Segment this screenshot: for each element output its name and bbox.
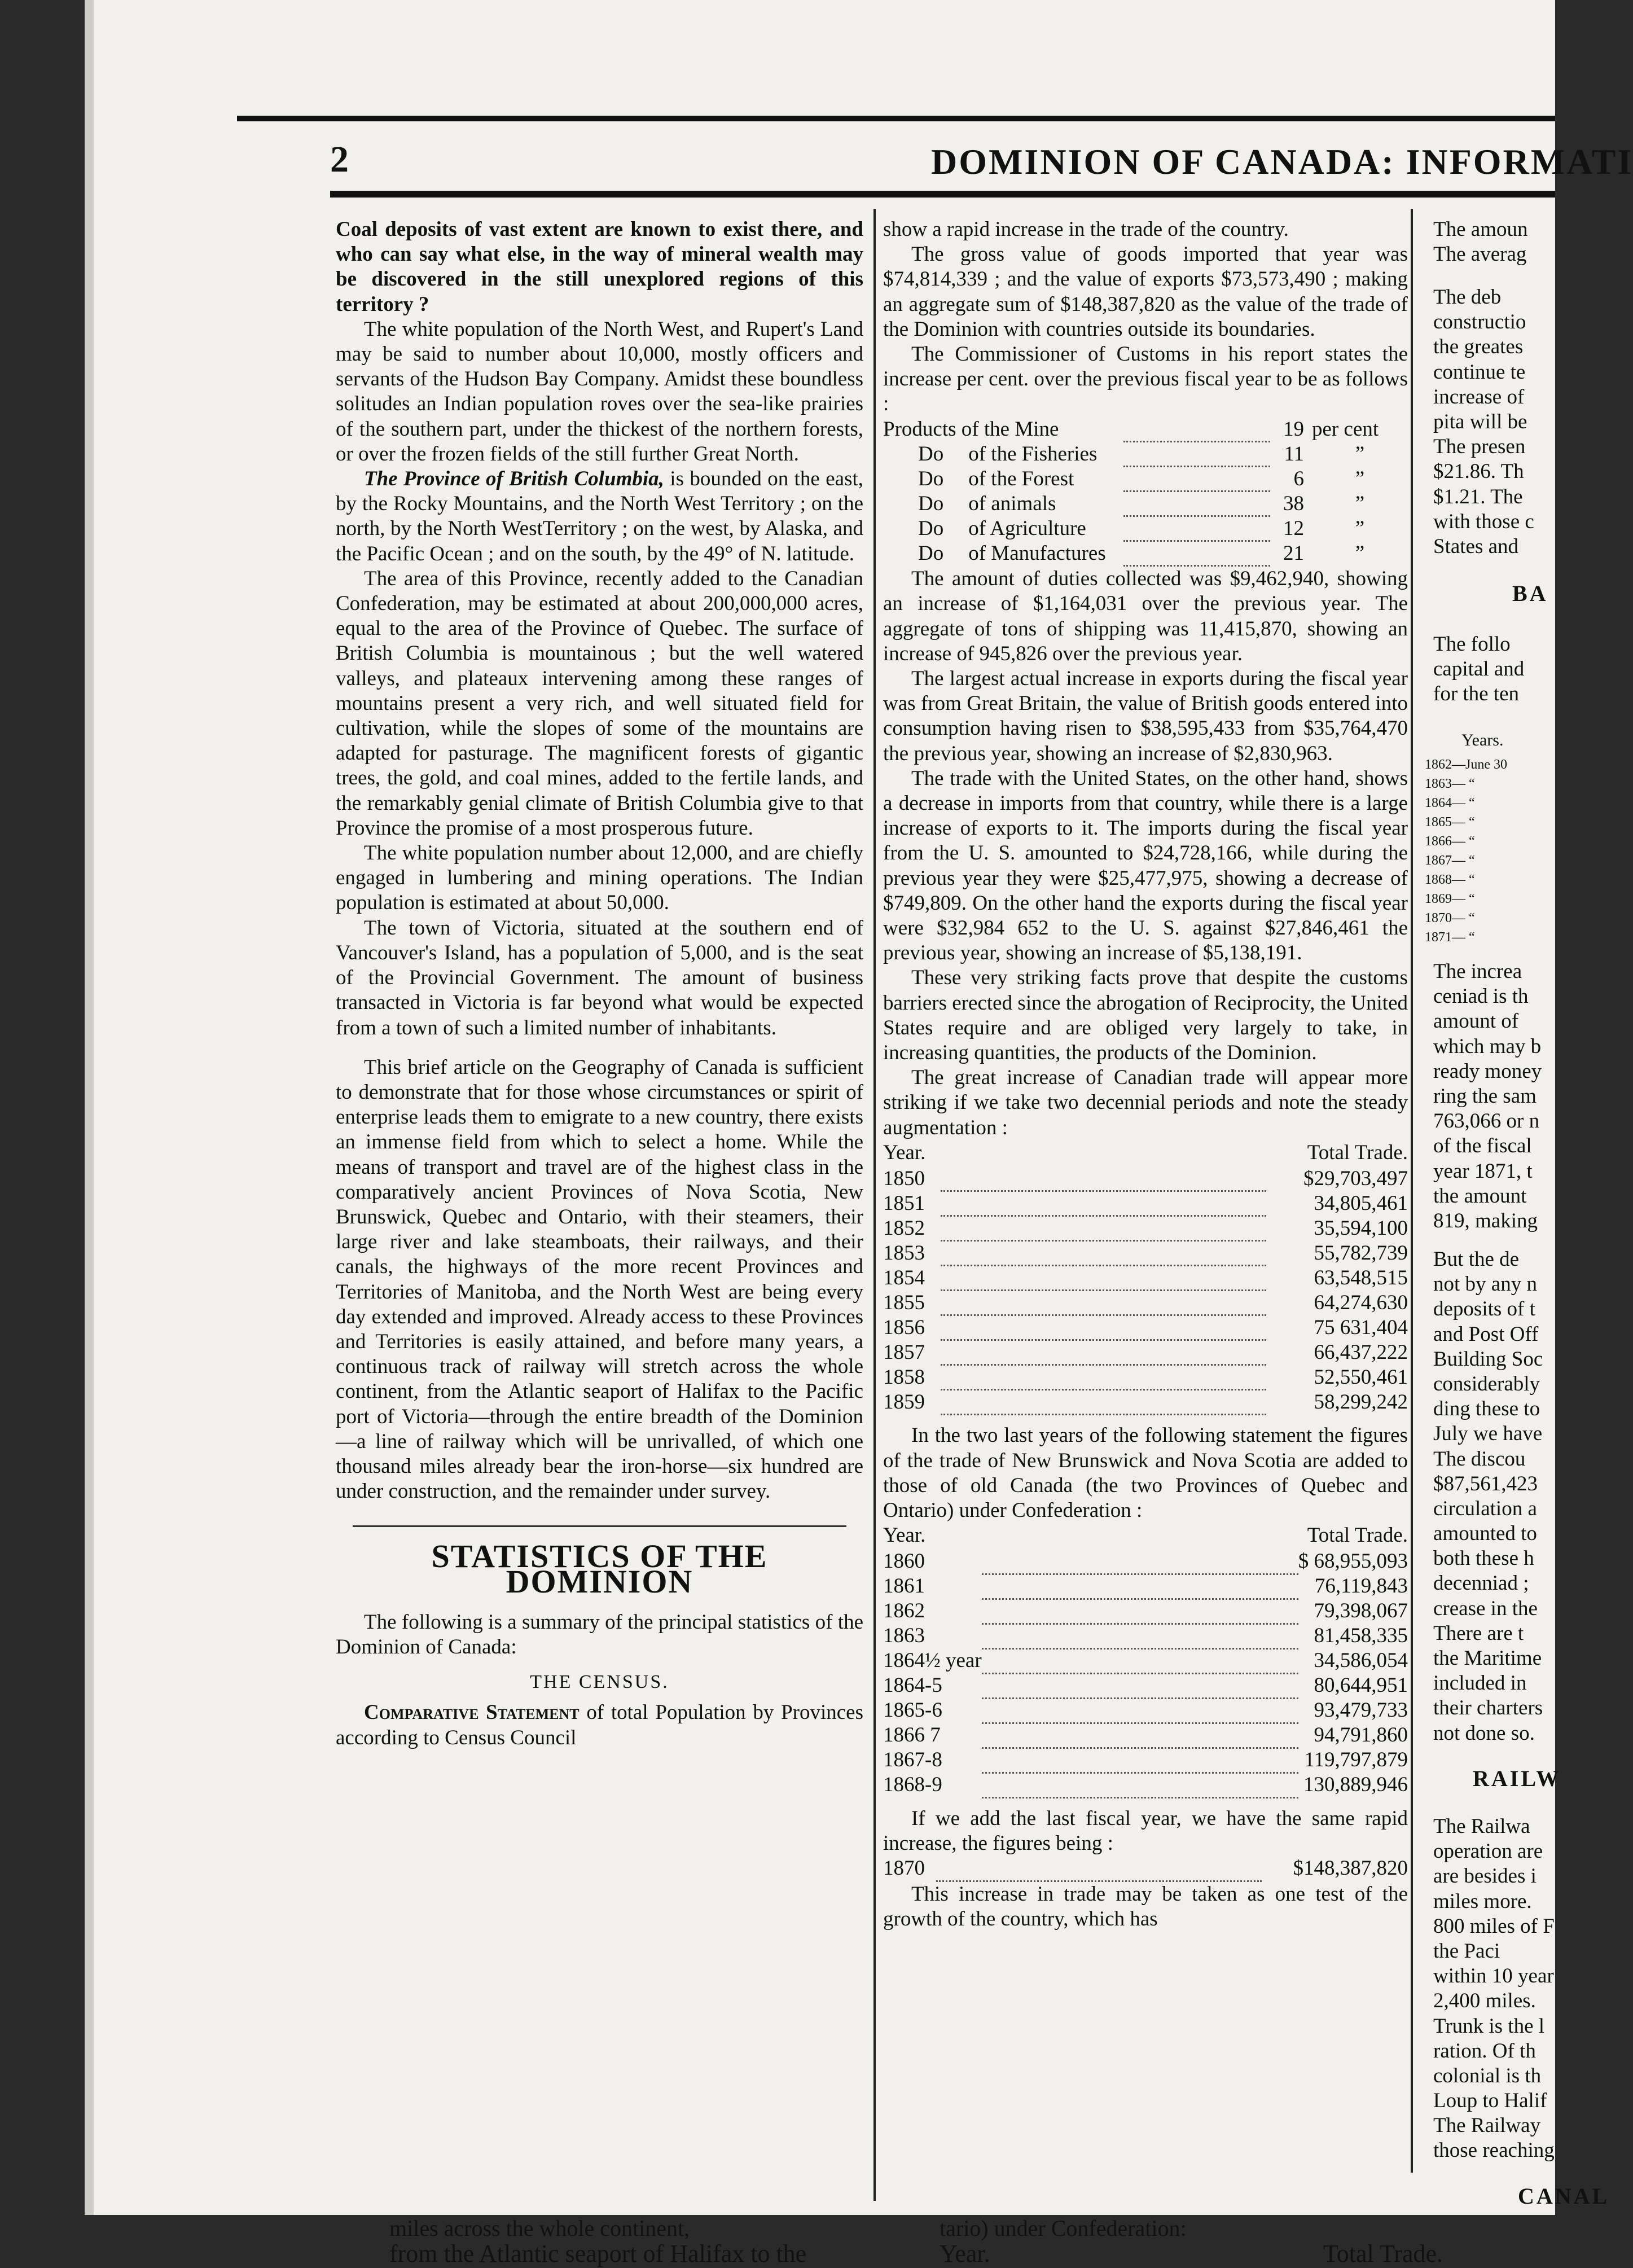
article-paragraph: The great increase of Canadian trade will appear more striking if we take two decennial periods and note the steady augmentation : xyxy=(883,1066,1408,1139)
year-row: 1869— “ xyxy=(1425,892,1475,906)
trade-year: 1850 xyxy=(883,1166,925,1190)
trade-value: 64,274,630 xyxy=(1314,1291,1408,1314)
trade-year: 1854 xyxy=(883,1266,925,1289)
cropped-line: The amoun xyxy=(1433,218,1528,241)
row-value: 6 xyxy=(1293,467,1304,490)
trade-row xyxy=(883,1698,1408,1723)
trade-row xyxy=(883,1624,1408,1648)
trade-year: 1857 xyxy=(883,1340,925,1364)
trade-row xyxy=(883,1549,1408,1574)
trade-value: 80,644,951 xyxy=(1314,1674,1408,1697)
cropped-line: deposits of t xyxy=(1433,1297,1535,1321)
increase-row xyxy=(883,541,1408,566)
cropped-line: with those c xyxy=(1433,510,1534,533)
cropped-line: the Maritime xyxy=(1433,1647,1542,1670)
bleed-total-header: Total Trade. xyxy=(1323,2240,1443,2267)
bleed-year-header: Year. xyxy=(940,2240,990,2267)
cropped-line: ready money xyxy=(1433,1059,1542,1083)
cropped-line: But the de xyxy=(1433,1248,1520,1271)
census-lead: Comparative Statement xyxy=(364,1701,580,1725)
cropped-line: continue te xyxy=(1433,360,1526,384)
trade-value: $148,387,820 xyxy=(1293,1857,1408,1880)
column-rule-left xyxy=(873,209,876,2201)
trade-year: 1864½ year xyxy=(883,1649,982,1673)
right-column-banks-fragment xyxy=(1433,632,1524,707)
trade-year: 1867-8 xyxy=(883,1748,942,1772)
trade-row xyxy=(883,1748,1408,1773)
cropped-line: ding these to xyxy=(1433,1397,1540,1421)
trade-value: $29,703,497 xyxy=(1303,1166,1408,1190)
right-column-increase-fragment xyxy=(1433,959,1542,1234)
cropped-line: increase of xyxy=(1433,385,1525,409)
left-column xyxy=(336,217,863,1751)
trade-value: 93,479,733 xyxy=(1314,1699,1408,1722)
article-paragraph: The trade with the United States, on the other hand, shows a decrease in imports from that country, while there is a large increase of exports to it. The imports during the fiscal year from the U. S. amounted to $24,728,166, while during the previous year they were $25,477,975, showing a decrease of $749,809. On the other hand the exports during the fiscal year were $32,984 652 to the U. S. against $27,846,461 the previous year, showing an increase of $5,138,191. xyxy=(883,766,1408,965)
article-paragraph: The Province of British Columbia, is bounded on the east, by the Rocky Mountains, and the North West Territory ; on the north, by the North WestTerritory ; on the west, by Alaska, and the Pacific Ocean ; and on the south, by the 49° of N. latitude. xyxy=(336,467,863,565)
trade-value: 34,805,461 xyxy=(1314,1191,1408,1215)
trade-row xyxy=(883,1365,1408,1390)
row-label: Do xyxy=(918,541,944,565)
row-value: 12 xyxy=(1283,516,1304,540)
row-sublabel: of Manufactures xyxy=(968,541,1106,565)
right-column-top-fragment xyxy=(1433,217,1527,267)
article-paragraph: The amount of duties collected was $9,462,940, showing an increase of $1,164,031 over the previous year. The aggregate of tons of shipping was 11,415,870, showing an increase of 945,826 over the previous year. xyxy=(883,567,1408,665)
years-list xyxy=(1425,755,1507,947)
bleed-line-left-2: from the Atlantic seaport of Halifax to the xyxy=(389,2240,807,2267)
cropped-line: $87,561,423 xyxy=(1433,1472,1538,1495)
trade-row xyxy=(883,1648,1408,1673)
article-paragraph: If we add the last fiscal year, we have the same rapid increase, the figures being : xyxy=(883,1806,1408,1855)
row-unit: ” xyxy=(1355,541,1365,565)
trade-year: 1853 xyxy=(883,1241,925,1265)
article-paragraph: The town of Victoria, situated at the southern end of Vancouver's Island, has a population of 5,000, and is the seat of the Provincial Government. The amount of business transacted in Victoria is far beyond what would be expected from a town of such a limited number of inhabitants. xyxy=(336,916,863,1039)
article-paragraph: Comparative Statement of total Population by Provinces according to Census Council xyxy=(336,1701,863,1749)
customs-increase-table xyxy=(883,417,1408,567)
trade-year: 1858 xyxy=(883,1365,925,1389)
article-paragraph: Coal deposits of vast extent are known to exist there, and who can say what else, in the way of mineral wealth may be discovered in the still unexplored regions of this territory ? xyxy=(336,218,863,316)
trade-year: 1870 xyxy=(883,1857,925,1880)
trade-table-1870 xyxy=(883,1856,1408,1882)
cropped-line: circulation a xyxy=(1433,1497,1537,1520)
cropped-line: included in xyxy=(1433,1672,1527,1695)
trade-year: 1863 xyxy=(883,1624,925,1648)
cropped-line: both these h xyxy=(1433,1547,1534,1571)
row-unit: ” xyxy=(1355,467,1365,490)
cropped-line: and Post Off xyxy=(1433,1322,1539,1346)
trade-value: 52,550,461 xyxy=(1314,1365,1408,1389)
page-number: 2 xyxy=(330,139,349,180)
bleed-line-mid-1: tario) under Confederation: xyxy=(940,2216,1187,2241)
cropped-line: The follo xyxy=(1433,633,1511,656)
cropped-line: July we have xyxy=(1433,1422,1543,1446)
article-paragraph: The white population of the North West, and Rupert's Land may be said to number about 10,000, mostly officers and servants of the Hudson Bay Company. Amidst these boundless solitudes an Indian population roves over the sea-like prairies of the southern part, under the thickest of the northern forests, or over the frozen fields of the still further Great North. xyxy=(336,317,863,466)
trade-row xyxy=(883,1291,1408,1315)
increase-row xyxy=(883,492,1408,516)
article-paragraph: This increase in trade may be taken as one test of the growth of the country, which has xyxy=(883,1882,1408,1931)
trade-row xyxy=(883,1241,1408,1266)
cropped-line: The Railwa xyxy=(1433,1815,1530,1838)
trade-year: 1856 xyxy=(883,1315,925,1339)
trade-year: 1868-9 xyxy=(883,1773,942,1797)
cropped-line: States and xyxy=(1433,534,1519,558)
right-column-heading-ba: BA xyxy=(1512,581,1548,606)
article-paragraph: show a rapid increase in the trade of the country. xyxy=(883,218,1289,241)
trade-year: 1851 xyxy=(883,1191,925,1215)
cropped-line: crease in the xyxy=(1433,1596,1538,1620)
census-subheading: THE CENSUS. xyxy=(530,1672,669,1693)
trade-row xyxy=(883,1723,1408,1748)
cropped-line: capital and xyxy=(1433,657,1525,681)
cropped-line: Trunk is the l xyxy=(1433,2014,1545,2038)
section-separator xyxy=(353,1525,846,1527)
year-row: 1864— “ xyxy=(1425,796,1475,810)
page-binding-edge xyxy=(85,0,94,2215)
row-label: Do xyxy=(918,492,944,515)
row-value: 38 xyxy=(1283,492,1304,515)
right-column-heading-canal: CANAL xyxy=(1518,2183,1610,2209)
header-rule xyxy=(330,191,1555,198)
trade-table-1860s xyxy=(883,1523,1408,1798)
trade-row xyxy=(883,1216,1408,1241)
article-paragraph: The Commissioner of Customs in his report states the increase per cent. over the previous fiscal year to be as follows : xyxy=(883,343,1408,416)
article-paragraph: The following is a summary of the principal statistics of the Dominion of Canada: xyxy=(336,1610,863,1659)
trade-row xyxy=(883,1166,1408,1191)
cropped-line: the Paci xyxy=(1433,1939,1500,1963)
cropped-line: are besides i xyxy=(1433,1865,1537,1888)
years-header: Years. xyxy=(1461,731,1504,749)
cropped-line: 2,400 miles. xyxy=(1433,1989,1536,2013)
cropped-line: ring the sam xyxy=(1433,1084,1537,1108)
top-border xyxy=(237,116,1555,121)
row-unit: ” xyxy=(1355,516,1365,540)
middle-column xyxy=(883,217,1408,1932)
article-paragraph: The largest actual increase in exports during the fiscal year was from Great Britain, the value of British goods entered into consumption having risen to $38,595,433 from $35,764,470 the previous year, showing an increase of $2,830,963. xyxy=(883,666,1408,765)
table-year-header: Year. xyxy=(883,1140,926,1164)
article-paragraph: In the two last years of the following statement the figures of the trade of New Brunswick and Nova Scotia are added to those of old Canada (the two Provinces of Quebec and Ontario) under Confederation : xyxy=(883,1424,1408,1522)
article-paragraph: These very striking facts prove that despite the customs barriers erected since the abrogation of Reciprocity, the United States require and are obliged very largely to take, in increasing quantities, the products of the Dominion. xyxy=(883,966,1408,1064)
right-column-debt-fragment xyxy=(1433,285,1534,559)
cropped-line: not done so. xyxy=(1433,1721,1535,1745)
year-row: 1868— “ xyxy=(1425,872,1475,887)
cropped-line: which may b xyxy=(1433,1034,1542,1058)
trade-row xyxy=(883,1191,1408,1216)
trade-row xyxy=(883,1340,1408,1365)
cropped-line: There are t xyxy=(1433,1621,1524,1645)
trade-value: 55,782,739 xyxy=(1314,1241,1408,1265)
year-row: 1865— “ xyxy=(1425,815,1475,830)
trade-value: 76,119,843 xyxy=(1314,1574,1408,1598)
year-row: 1870— “ xyxy=(1425,911,1475,925)
cropped-line: colonial is th xyxy=(1433,2064,1542,2087)
row-label: Products of the Mine xyxy=(883,417,1059,441)
cropped-line: amounted to xyxy=(1433,1522,1537,1546)
article-paragraph: The white population number about 12,000, and are chiefly engaged in lumbering and mining operations. The Indian population is estimated at about 50,000. xyxy=(336,841,863,915)
cropped-line: The discou xyxy=(1433,1447,1526,1471)
right-column-railway-fragment xyxy=(1433,1814,1555,2164)
table-total-header: Total Trade. xyxy=(1307,1524,1408,1547)
trade-year: 1855 xyxy=(883,1291,925,1314)
trade-row xyxy=(883,1266,1408,1291)
cropped-line: considerably xyxy=(1433,1372,1540,1396)
cropped-line: miles more. xyxy=(1433,1889,1532,1913)
cropped-line: for the ten xyxy=(1433,682,1520,706)
year-row: 1871— “ xyxy=(1425,930,1475,945)
row-sublabel: of Agriculture xyxy=(968,516,1086,540)
row-sublabel: of the Fisheries xyxy=(968,442,1098,466)
cropped-line: constructio xyxy=(1433,310,1526,334)
row-value: 11 xyxy=(1284,442,1304,466)
increase-row xyxy=(883,417,1408,442)
article-paragraph: The area of this Province, recently added to the Canadian Confederation, may be estimated at about 200,000,000 acres, equal to the area of the Province of Quebec. The surface of British Columbia is mountainous ; but the well watered valleys, and plateaux intervening among these ranges of mountains present a very rich, and well situated field for cultivation, while the slopes of some of the mountains are adapted for pasturage. The magnificent forests of gigantic trees, the gold, and coal mines, added to the fertile lands, and the remarkably genial climate of British Columbia give to that Province the promise of a most prosperous future. xyxy=(336,567,863,840)
trade-year: 1866 7 xyxy=(883,1723,941,1747)
cropped-line: Building Soc xyxy=(1433,1347,1543,1371)
article-paragraph: This brief article on the Geography of Canada is sufficient to demonstrate that for those whose circumstances or spirit of enterprise leads them to emigrate to a new country, there exists an immense field from which to select a home. While the means of transport and travel are of the highest class in the comparatively ancient Provinces of Nova Scotia, New Brunswick, Quebec and Ontario, with their steamers, their large river and lake steamboats, their railways, and their canals, the highways of the more recent Provinces and Territories of Manitoba, and the North West are being every day extended and improved. Already access to these Provinces and Territories is easily attained, and before many years, a continuous track of railway will stretch across the whole continent, from the Atlantic seaport of Halifax to the Pacific port of Victoria—through the entire breadth of the Dominion—a line of railway which will be unrivalled, of which one thousand miles already bear the iron-horse—six hundred are under construction, and the remainder under survey. xyxy=(336,1055,863,1503)
cropped-line: 763,066 or n xyxy=(1433,1109,1540,1133)
row-label: Do xyxy=(918,442,944,466)
section-title: STATISTICS OF THE DOMINION xyxy=(431,1538,768,1600)
trade-value: 130,889,946 xyxy=(1303,1773,1408,1797)
cropped-line: ceniad is th xyxy=(1433,985,1529,1008)
table-year-header: Year. xyxy=(883,1524,926,1547)
trade-row xyxy=(883,1599,1408,1624)
trade-year: 1860 xyxy=(883,1550,925,1573)
cropped-line: amount of xyxy=(1433,1010,1519,1033)
trade-value: 58,299,242 xyxy=(1314,1390,1408,1414)
trade-value: 35,594,100 xyxy=(1314,1216,1408,1240)
trade-row xyxy=(883,1574,1408,1599)
cropped-line: the amount xyxy=(1433,1184,1527,1208)
cropped-line: ration. Of th xyxy=(1433,2039,1536,2063)
cropped-line: their charters xyxy=(1433,1696,1543,1720)
cropped-line: not by any n xyxy=(1433,1273,1537,1296)
cropped-line: pita will be xyxy=(1433,410,1527,433)
row-sublabel: of the Forest xyxy=(968,467,1074,490)
trade-year: 1862 xyxy=(883,1599,925,1623)
year-row: 1862—June 30 xyxy=(1425,757,1507,772)
column-rule-right xyxy=(1411,209,1413,2173)
trade-year: 1865-6 xyxy=(883,1699,942,1722)
row-label: Do xyxy=(918,516,944,540)
increase-row xyxy=(883,467,1408,492)
increase-row xyxy=(883,516,1408,541)
cropped-line: the greates xyxy=(1433,335,1524,359)
increase-row xyxy=(883,442,1408,467)
cropped-line: The Railway xyxy=(1433,2114,1541,2138)
cropped-line: within 10 year xyxy=(1433,1964,1554,1988)
row-unit: ” xyxy=(1355,442,1365,466)
trade-value: 75 631,404 xyxy=(1314,1315,1408,1339)
cropped-line: of the fiscal xyxy=(1433,1134,1532,1158)
cropped-line: The deb xyxy=(1433,286,1502,309)
cropped-line: 800 miles of F xyxy=(1433,1914,1555,1938)
cropped-line: decenniad ; xyxy=(1433,1572,1529,1595)
trade-row xyxy=(883,1673,1408,1698)
cropped-line: The averag xyxy=(1433,243,1527,266)
right-column-heading-railw: RAILW xyxy=(1473,1766,1561,1791)
trade-value: $ 68,955,093 xyxy=(1298,1550,1408,1573)
trade-row xyxy=(883,1390,1408,1415)
cropped-line: 819, making xyxy=(1433,1209,1538,1232)
row-sublabel: of animals xyxy=(968,492,1056,515)
trade-year: 1859 xyxy=(883,1390,925,1414)
year-row: 1867— “ xyxy=(1425,853,1475,868)
cropped-line: The increa xyxy=(1433,960,1522,983)
row-unit: per cent xyxy=(1312,417,1379,441)
cropped-line: those reaching xyxy=(1433,2139,1555,2162)
row-unit: ” xyxy=(1355,492,1365,515)
cropped-line: $21.86. Th xyxy=(1433,460,1524,484)
trade-year: 1852 xyxy=(883,1216,925,1240)
trade-value: 94,791,860 xyxy=(1314,1723,1408,1747)
cropped-line: operation are xyxy=(1433,1840,1543,1863)
article-paragraph: The gross value of goods imported that year was $74,814,339 ; and the value of exports $73,573,490 ; making an aggregate sum of $148,387,820 as the value of the trade of the Dominion with countries outside its boundaries. xyxy=(883,243,1408,341)
trade-value: 66,437,222 xyxy=(1314,1340,1408,1364)
cropped-line: $1.21. The xyxy=(1433,485,1523,508)
trade-value: 63,548,515 xyxy=(1314,1266,1408,1289)
row-value: 19 xyxy=(1283,417,1304,441)
right-column-deposits-fragment xyxy=(1433,1247,1543,1746)
bleed-line-left-1: miles across the whole continent, xyxy=(389,2216,690,2241)
year-row: 1866— “ xyxy=(1425,834,1475,849)
trade-row xyxy=(883,1856,1408,1881)
trade-year: 1864-5 xyxy=(883,1674,942,1697)
trade-year: 1861 xyxy=(883,1574,925,1598)
year-row: 1863— “ xyxy=(1425,777,1475,791)
running-head: DOMINION OF CANADA: INFORMATI xyxy=(931,142,1633,182)
trade-table-1850s xyxy=(883,1140,1408,1416)
table-total-header: Total Trade. xyxy=(1307,1140,1408,1164)
trade-value: 119,797,879 xyxy=(1304,1748,1408,1772)
row-value: 21 xyxy=(1283,541,1304,565)
trade-value: 81,458,335 xyxy=(1314,1624,1408,1648)
trade-row xyxy=(883,1773,1408,1797)
row-label: Do xyxy=(918,467,944,490)
cropped-line: The presen xyxy=(1433,435,1526,459)
british-columbia-heading: The Province of British Columbia, xyxy=(364,467,664,491)
trade-row xyxy=(883,1315,1408,1340)
trade-value: 79,398,067 xyxy=(1314,1599,1408,1623)
cropped-line: Loup to Halif xyxy=(1433,2089,1547,2113)
trade-value: 34,586,054 xyxy=(1314,1649,1408,1673)
cropped-line: year 1871, t xyxy=(1433,1159,1533,1183)
